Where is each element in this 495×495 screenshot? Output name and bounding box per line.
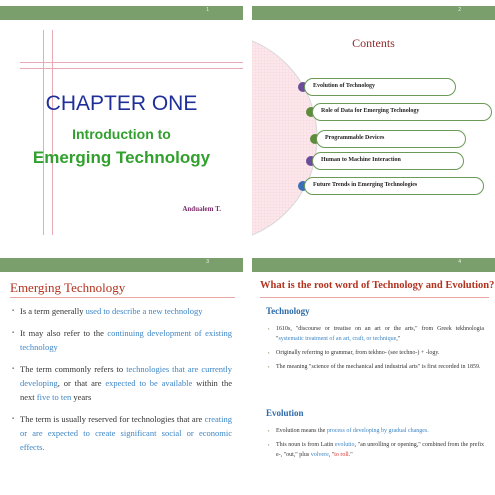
contents-item[interactable]: Programmable Devices [316, 130, 466, 148]
author-name: Andualem T. [182, 205, 221, 213]
section-heading-evolution: Evolution [266, 408, 304, 418]
bullet-item: ▪ It may also refer to the continuing development of existing technology [12, 326, 232, 354]
bullet-item: ▪ The meaning "science of the mechanical and industrial arts" is first recorded in 1859. [268, 362, 484, 372]
contents-title: Contents [352, 36, 395, 50]
slide-title: Emerging Technology [10, 280, 126, 295]
contents-arc-shape [252, 33, 317, 243]
bullet-item: ▪ 1610s, "discourse or treatise on an art or the arts," from Greek tekhnologia "systematic treatment of an art, craft, or technique," [268, 324, 484, 344]
section-heading-technology: Technology [266, 306, 310, 316]
slide-4[interactable] [252, 252, 495, 495]
bullet-item: ▪ The term is usually reserved for technologies that are creating or are expected to create significant social or economic effects. [12, 412, 232, 454]
bullet-item: ▪ Evolution means the process of developing by gradual changes. [268, 426, 484, 436]
slide-number: 4 [458, 259, 461, 265]
slide-number: 2 [458, 7, 461, 13]
evolution-bullet-list [268, 426, 484, 464]
bullet-item: ▪ Originally referring to grammar, from tekhno- (see techno-) + -logy. [268, 348, 484, 358]
contents-item[interactable]: Human to Machine Interaction [312, 152, 464, 170]
decorative-line [20, 62, 243, 63]
slide-1[interactable] [0, 0, 243, 243]
bullet-item: ▪ This noun is from Latin evolutio, "an unrolling or opening," combined from the prefix e-, "out," plus volvere, "to roll." [268, 440, 484, 460]
slide-header-bar [0, 6, 243, 20]
title-underline [10, 297, 235, 298]
slide-header-bar [252, 258, 495, 272]
slide-number: 3 [206, 259, 209, 265]
contents-item[interactable]: Future Trends in Emerging Technologies [304, 177, 484, 195]
contents-arc-graphic [252, 0, 495, 243]
bullet-item: ▪ Is a term generally used to describe a new technology [12, 304, 232, 318]
title-underline [260, 297, 489, 298]
slide-3[interactable] [0, 252, 243, 495]
chapter-title: CHAPTER ONE [45, 92, 198, 115]
technology-bullet-list [268, 324, 484, 376]
chapter-subtitle: Introduction to [72, 126, 171, 142]
bullet-item: ▪ The term commonly refers to technologies that are currently developing, or that are expected to be available within the next five to ten years [12, 362, 232, 404]
contents-item[interactable]: Role of Data for Emerging Technology [312, 103, 492, 121]
contents-item[interactable]: Evolution of Technology [304, 78, 456, 96]
slide-number: 1 [206, 7, 209, 13]
slide-2[interactable] [252, 0, 495, 243]
slide-header-bar [0, 258, 243, 272]
slide-title: What is the root word of Technology and Evolution? [260, 280, 495, 291]
chapter-subtitle-main: Emerging Technology [32, 148, 211, 167]
bullet-list [12, 304, 232, 462]
decorative-line [20, 68, 243, 69]
